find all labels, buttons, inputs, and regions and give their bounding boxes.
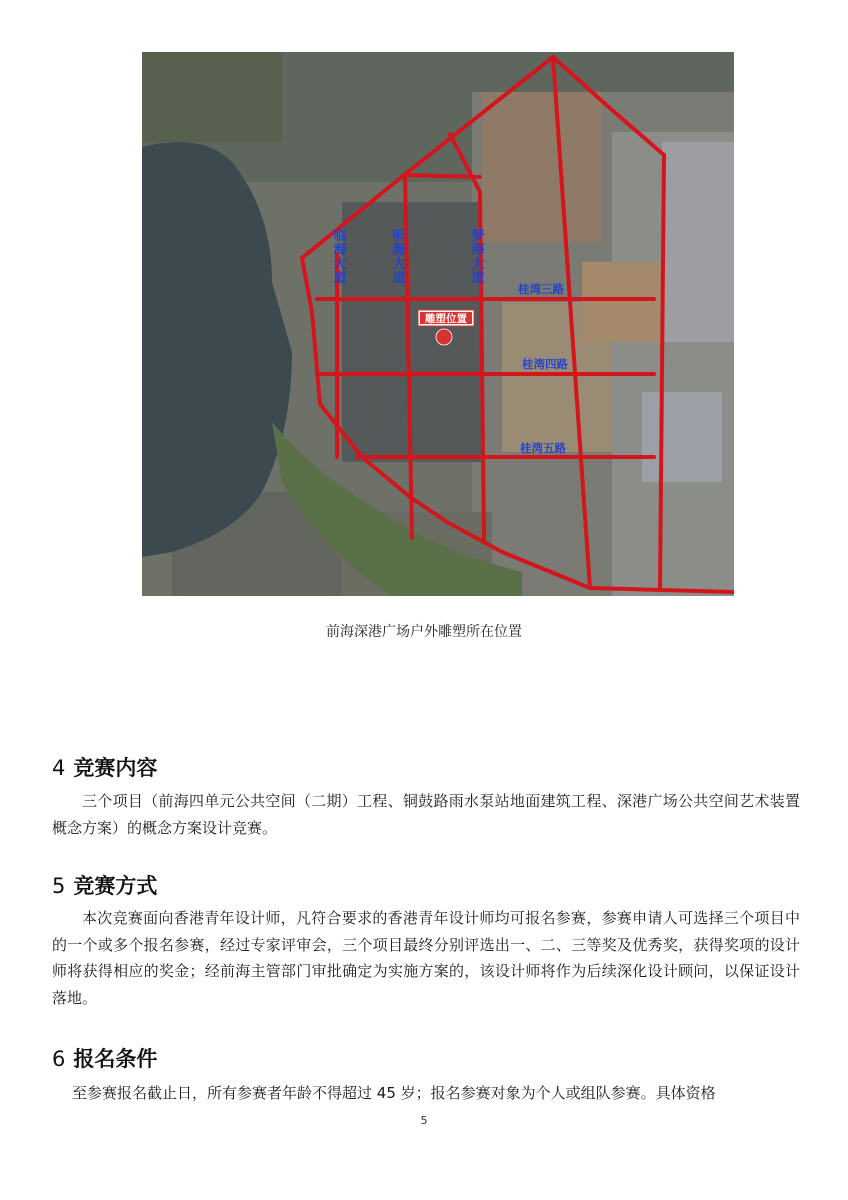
road-label-guiwan-4: 桂湾四路	[522, 357, 568, 371]
site-aerial-map	[142, 52, 734, 596]
section-6-heading	[52, 1043, 157, 1073]
section-title: 报名条件	[73, 1047, 158, 1071]
road-label-guiwan-5: 桂湾五路	[520, 441, 566, 455]
section-title: 竞赛内容	[73, 756, 158, 780]
section-5-heading	[52, 870, 157, 900]
marker-label: 雕塑位置	[425, 313, 467, 325]
section-5-paragraph: 本次竞赛面向香港青年设计师，凡符合要求的香港青年设计师均可报名参赛，参赛申请人可选择三个项目中的一个或多个报名参赛，经过专家评审会，三个项目最终分别评选出一、二、三等奖及优秀奖，获得奖项的设计师将获得相应的奖金；经前海主管部门审批确定为实施方案的，该设计师将作为后续深化设计顾问，以保证设计落地。	[52, 909, 800, 1007]
section-number: 4	[52, 756, 66, 780]
marker-dot	[436, 329, 452, 345]
section-title: 竞赛方式	[73, 874, 158, 898]
road-label-linhai: 临海大道	[333, 229, 347, 286]
page-number: 5	[420, 1114, 428, 1127]
section-6-paragraph: 至参赛报名截止日，所有参赛者年龄不得超过 45 岁；报名参赛对象为个人或组队参赛。具体资格	[72, 1084, 716, 1102]
road-label-menghai: 梦海大道	[471, 229, 485, 286]
section-number: 6	[52, 1047, 66, 1071]
road-label-guiwan-3: 桂湾三路	[518, 282, 564, 296]
figure-caption: 前海深港广场户外雕塑所在位置	[326, 624, 522, 640]
road-label-tinghai: 听海大道	[392, 229, 406, 286]
section-4-paragraph: 三个项目（前海四单元公共空间（二期）工程、铜鼓路雨水泵站地面建筑工程、深港广场公共空间艺术装置概念方案）的概念方案设计竞赛。	[52, 792, 800, 837]
section-4-heading	[52, 752, 157, 782]
section-number: 5	[52, 874, 66, 898]
